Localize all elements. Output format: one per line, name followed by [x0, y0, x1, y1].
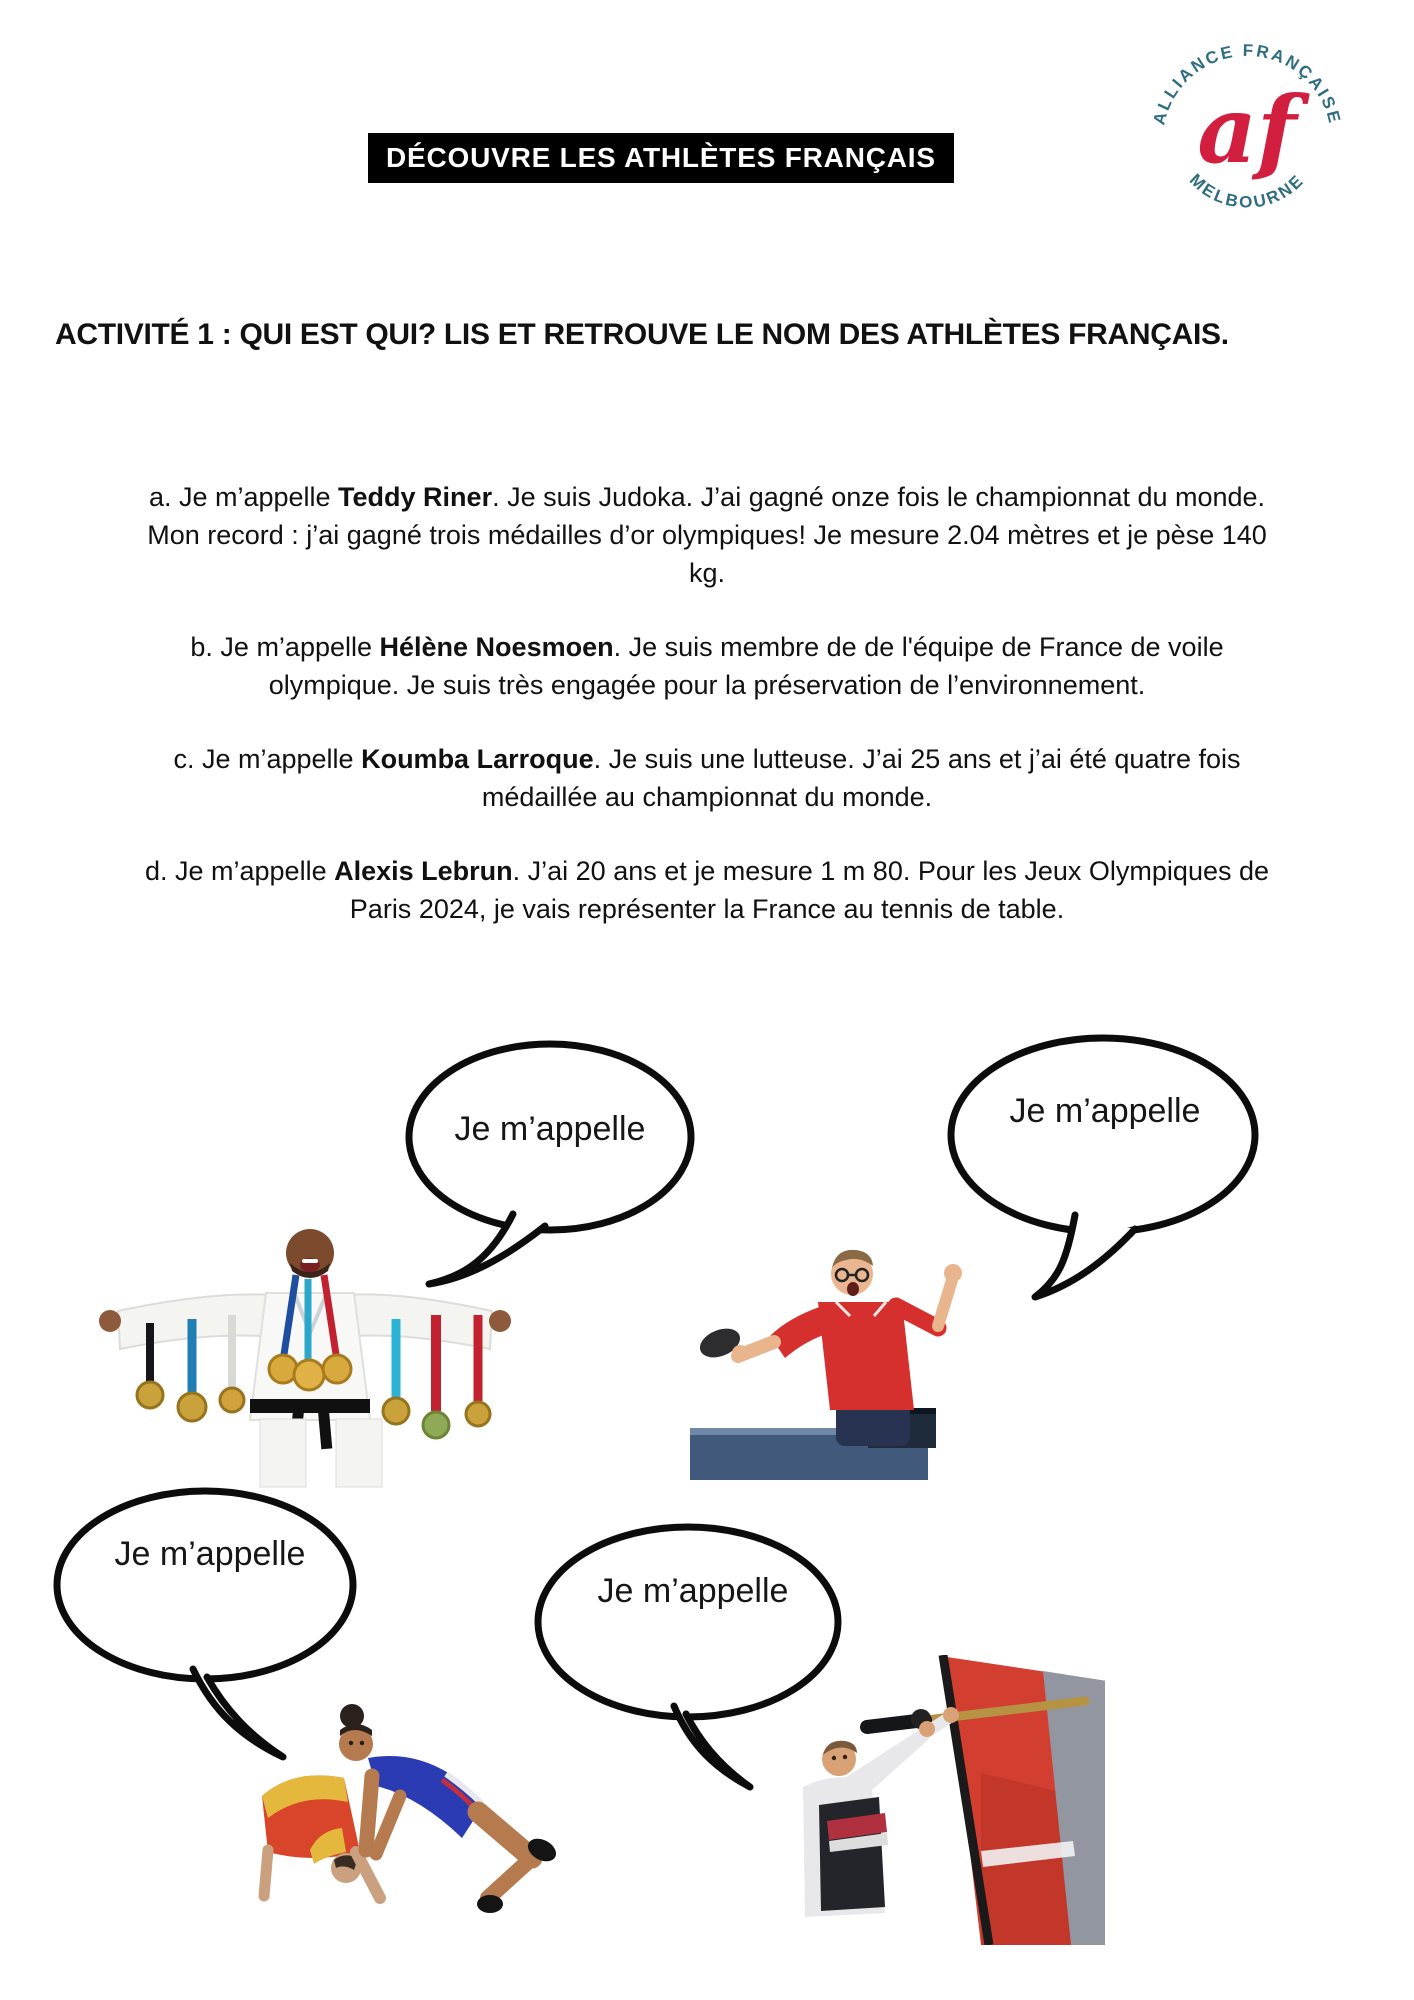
alliance-francaise-logo [1142, 24, 1352, 234]
description-c-name: Koumba Larroque [361, 744, 594, 774]
description-a-name: Teddy Riner [338, 482, 493, 512]
description-a-rest: . Je suis Judoka. J’ai gagné onze fois le championnat du monde. Mon record : j’ai gagné trois médailles d’or olympiques! Je mesure 2.04 mètres et je pèse 140 kg. [147, 482, 1267, 588]
speech-bubble-windsurfer [528, 1522, 858, 1802]
speech-bubble-label: Je m’appelle [1009, 1092, 1201, 1130]
description-b-prefix: b. Je m’appelle [190, 632, 380, 662]
speech-bubble-label: Je m’appelle [597, 1572, 789, 1610]
description-a [127, 478, 1287, 592]
description-d-prefix: d. Je m’appelle [144, 856, 335, 886]
activity-heading: ACTIVITÉ 1 : QUI EST QUI? LIS ET RETROUVE LE NOM DES ATHLÈTES FRANÇAIS. [55, 318, 1229, 351]
title-banner [368, 133, 954, 183]
speech-bubble-shape [945, 1035, 1265, 1305]
description-c-prefix: c. Je m’appelle [173, 744, 362, 774]
speech-bubble-label: Je m’appelle [114, 1535, 306, 1573]
speech-bubble-label: Je m’appelle [454, 1110, 646, 1148]
description-b [127, 628, 1287, 704]
speech-bubble-wrestler [45, 1485, 375, 1775]
description-a-prefix: a. Je m’appelle [148, 482, 339, 512]
description-c-rest: . Je suis une lutteuse. J’ai 25 ans et j’ai été quatre fois médaillée au championnat du monde. [481, 744, 1241, 812]
description-d [127, 852, 1287, 928]
description-c [127, 740, 1287, 816]
logo-arc-top-text: ALLIANCE FRANÇAISE [1149, 40, 1345, 127]
speech-bubble-shape [45, 1485, 375, 1775]
speech-bubble-shape [395, 1032, 705, 1292]
description-d-rest: . J’ai 20 ans et je mesure 1 m 80. Pour les Jeux Olympiques de Paris 2024, je vais représenter la France au tennis de table. [349, 856, 1270, 924]
banner-title: DÉCOUVRE LES ATHLÈTES FRANÇAIS [386, 142, 936, 173]
description-b-name: Hélène Noesmoen [379, 632, 614, 662]
speech-bubble-table-tennis [945, 1035, 1265, 1305]
description-b-rest: . Je suis membre de de l'équipe de France de voile olympique. Je suis très engagée pour la préservation de l’environnement. [268, 632, 1224, 700]
speech-bubble-shape [528, 1522, 858, 1802]
logo-arc-bottom-text: MELBOURNE [1185, 170, 1309, 212]
speech-bubble-judoka [395, 1032, 705, 1292]
athlete-descriptions [127, 478, 1287, 964]
logo-af-monogram: af [1197, 76, 1297, 184]
description-d-name: Alexis Lebrun [334, 856, 513, 886]
